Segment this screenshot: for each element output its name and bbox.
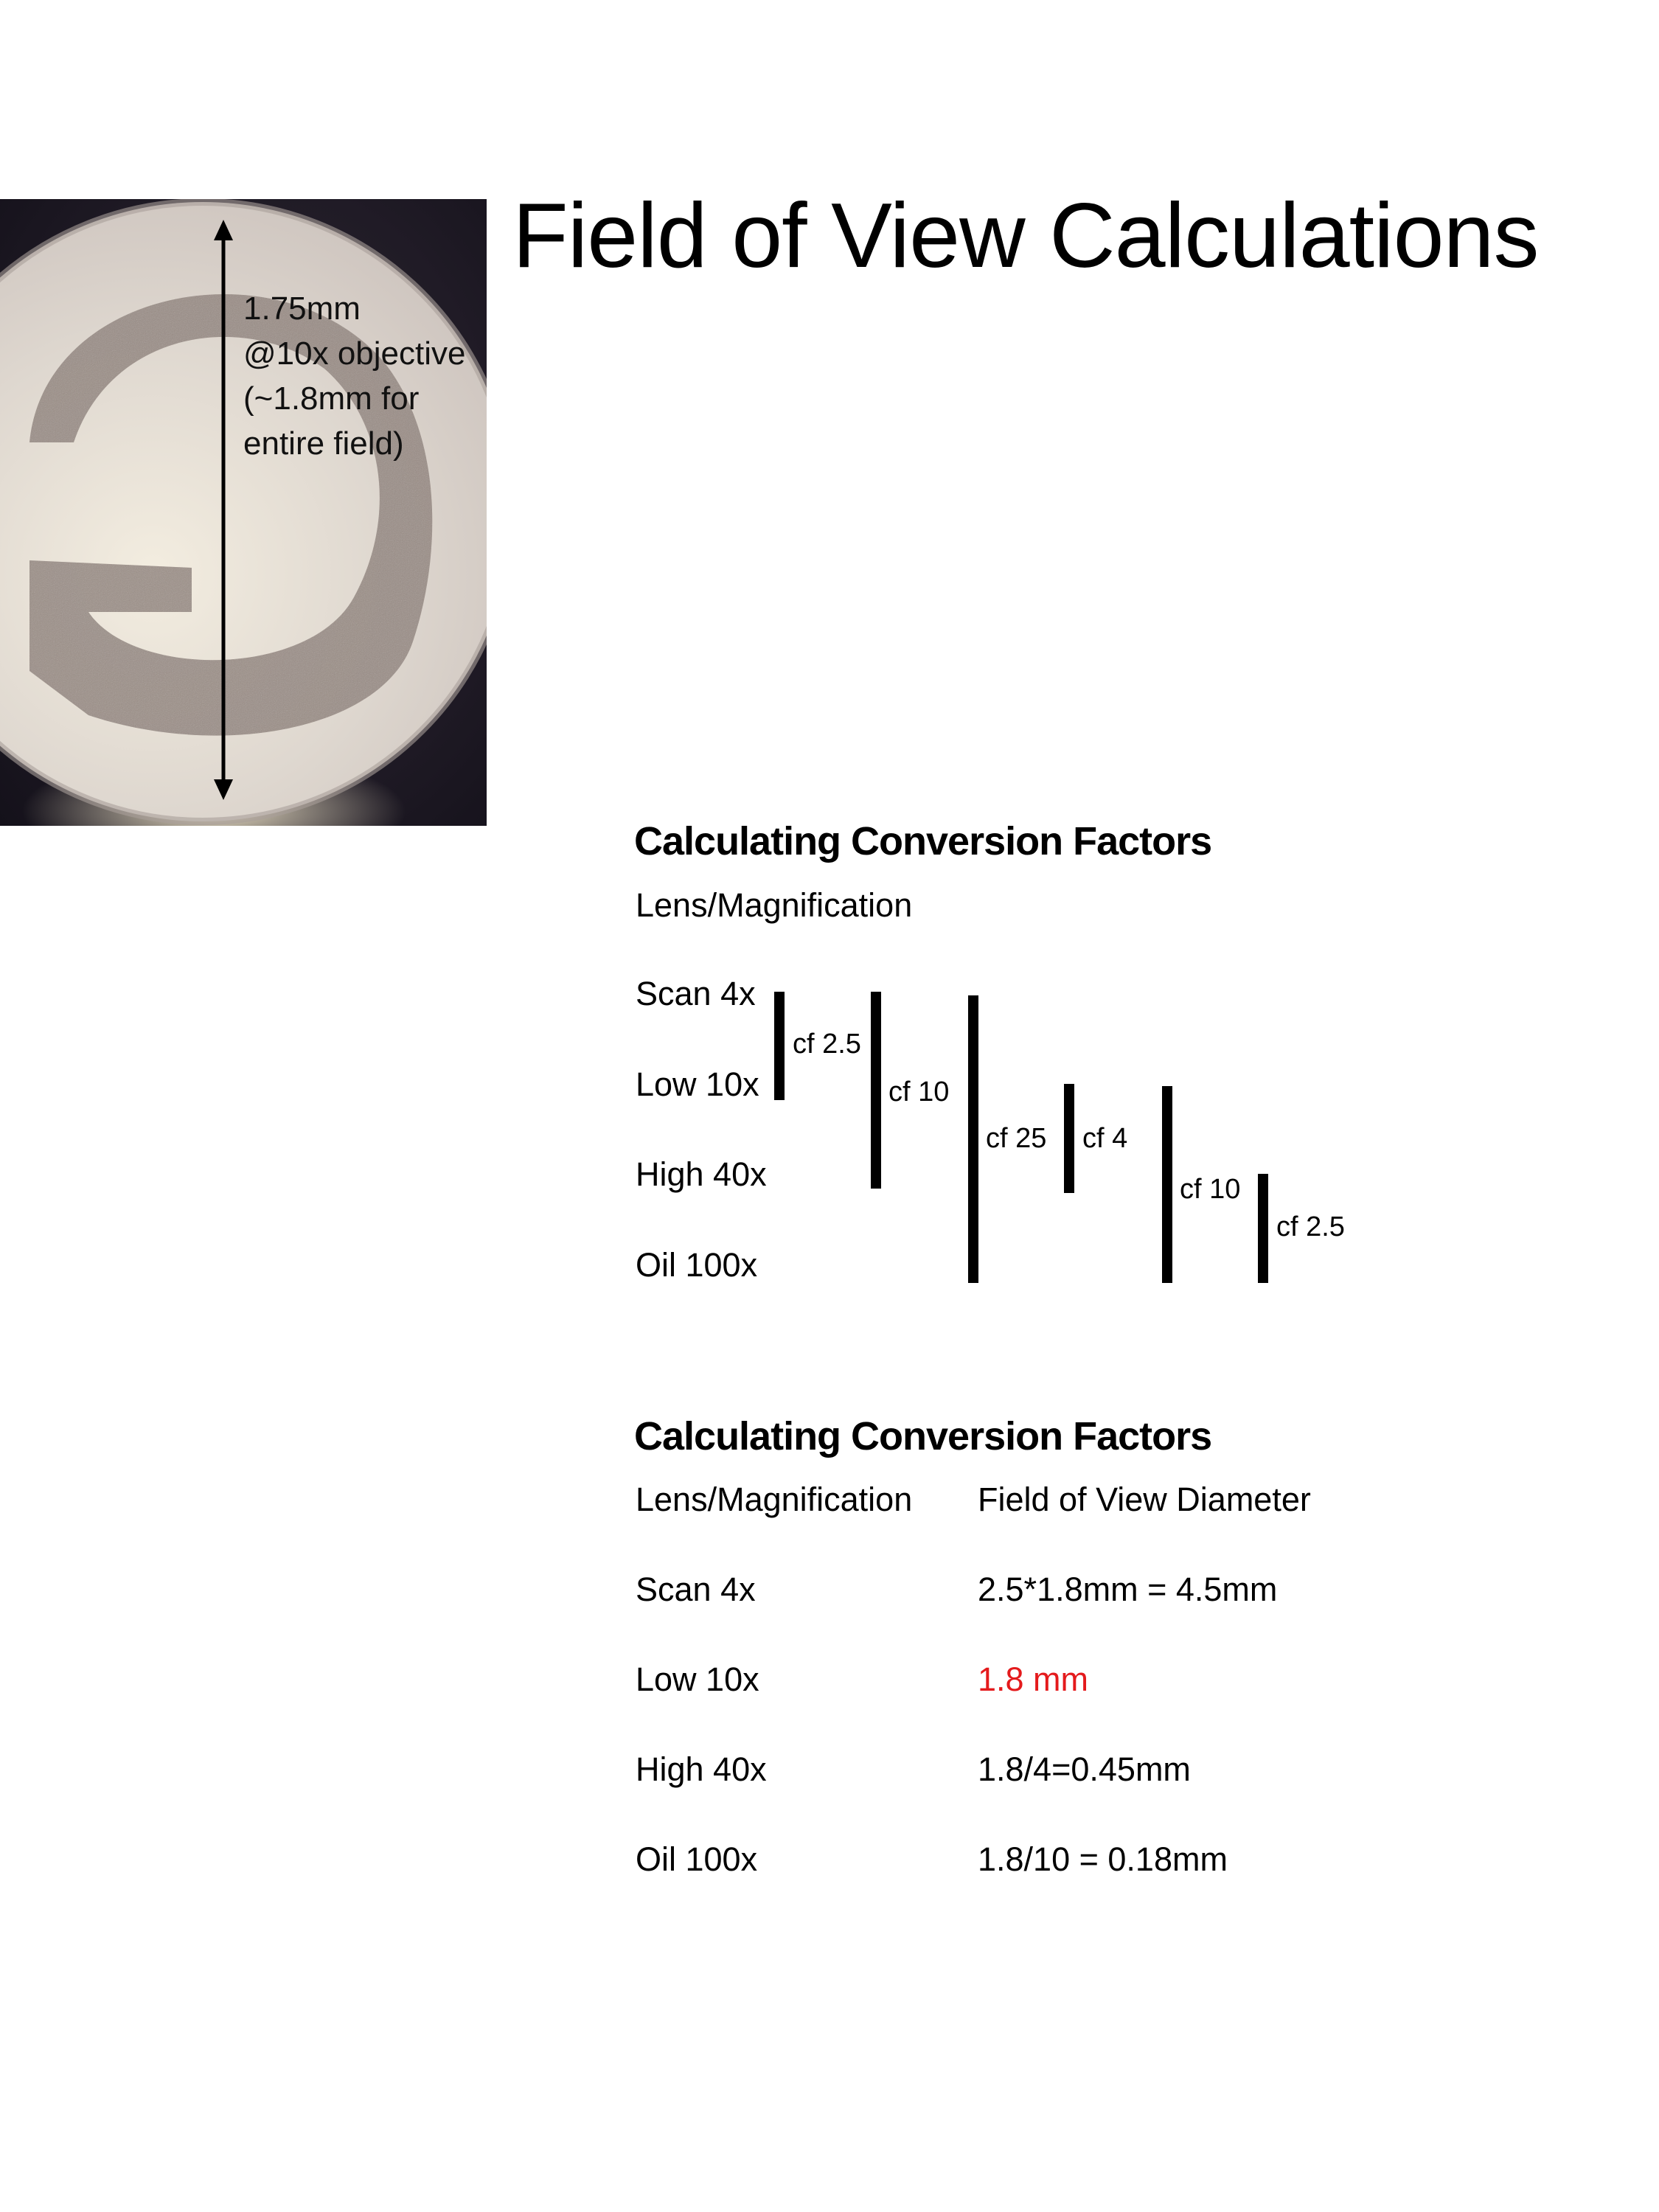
table-row-lens: Oil 100x — [636, 1840, 758, 1878]
table-row-diameter: 2.5*1.8mm = 4.5mm — [978, 1571, 1278, 1608]
cf-label: cf 10 — [1180, 1174, 1241, 1205]
section-heading: Calculating Conversion Factors — [634, 1414, 1212, 1458]
lens-label: Scan 4x — [636, 975, 756, 1012]
measurement-line: entire field) — [243, 425, 404, 462]
lens-label: Low 10x — [636, 1065, 759, 1103]
table-header: Lens/Magnification — [636, 1481, 913, 1518]
cf-label: cf 2.5 — [793, 1029, 861, 1060]
table-row-diameter: 1.8/10 = 0.18mm — [978, 1840, 1228, 1878]
column-header: Lens/Magnification — [636, 886, 913, 924]
table-header: Field of View Diameter — [978, 1481, 1311, 1518]
cf-bar-high-to-oil — [1258, 1174, 1268, 1283]
cf-bar-low-to-high — [1064, 1084, 1074, 1193]
section-heading: Calculating Conversion Factors — [634, 819, 1212, 863]
measurement-line: @10x objective — [243, 335, 466, 372]
cf-label: cf 25 — [986, 1123, 1047, 1154]
cf-label: cf 2.5 — [1276, 1211, 1345, 1242]
table-row-lens: Low 10x — [636, 1660, 759, 1698]
table-row-lens: High 40x — [636, 1750, 767, 1788]
measurement-annotation — [243, 286, 487, 466]
page-title: Field of View Calculations — [512, 185, 1539, 287]
measurement-line: (~1.8mm for — [243, 380, 420, 417]
micrograph-image — [0, 199, 487, 826]
lens-label: Oil 100x — [636, 1246, 758, 1284]
cf-bar-scan-to-high — [871, 992, 881, 1189]
lens-label: High 40x — [636, 1155, 767, 1193]
cf-label: cf 10 — [888, 1077, 950, 1107]
table-row-lens: Scan 4x — [636, 1571, 756, 1608]
cf-bar-scan-to-oil — [968, 995, 978, 1283]
cf-bar-low-to-oil — [1162, 1086, 1172, 1283]
cf-label: cf 4 — [1082, 1123, 1128, 1154]
measurement-line: 1.75mm — [243, 291, 361, 327]
cf-bar-scan-to-low — [774, 992, 785, 1100]
table-row-diameter-highlighted: 1.8 mm — [978, 1660, 1089, 1698]
table-row-diameter: 1.8/4=0.45mm — [978, 1750, 1191, 1788]
